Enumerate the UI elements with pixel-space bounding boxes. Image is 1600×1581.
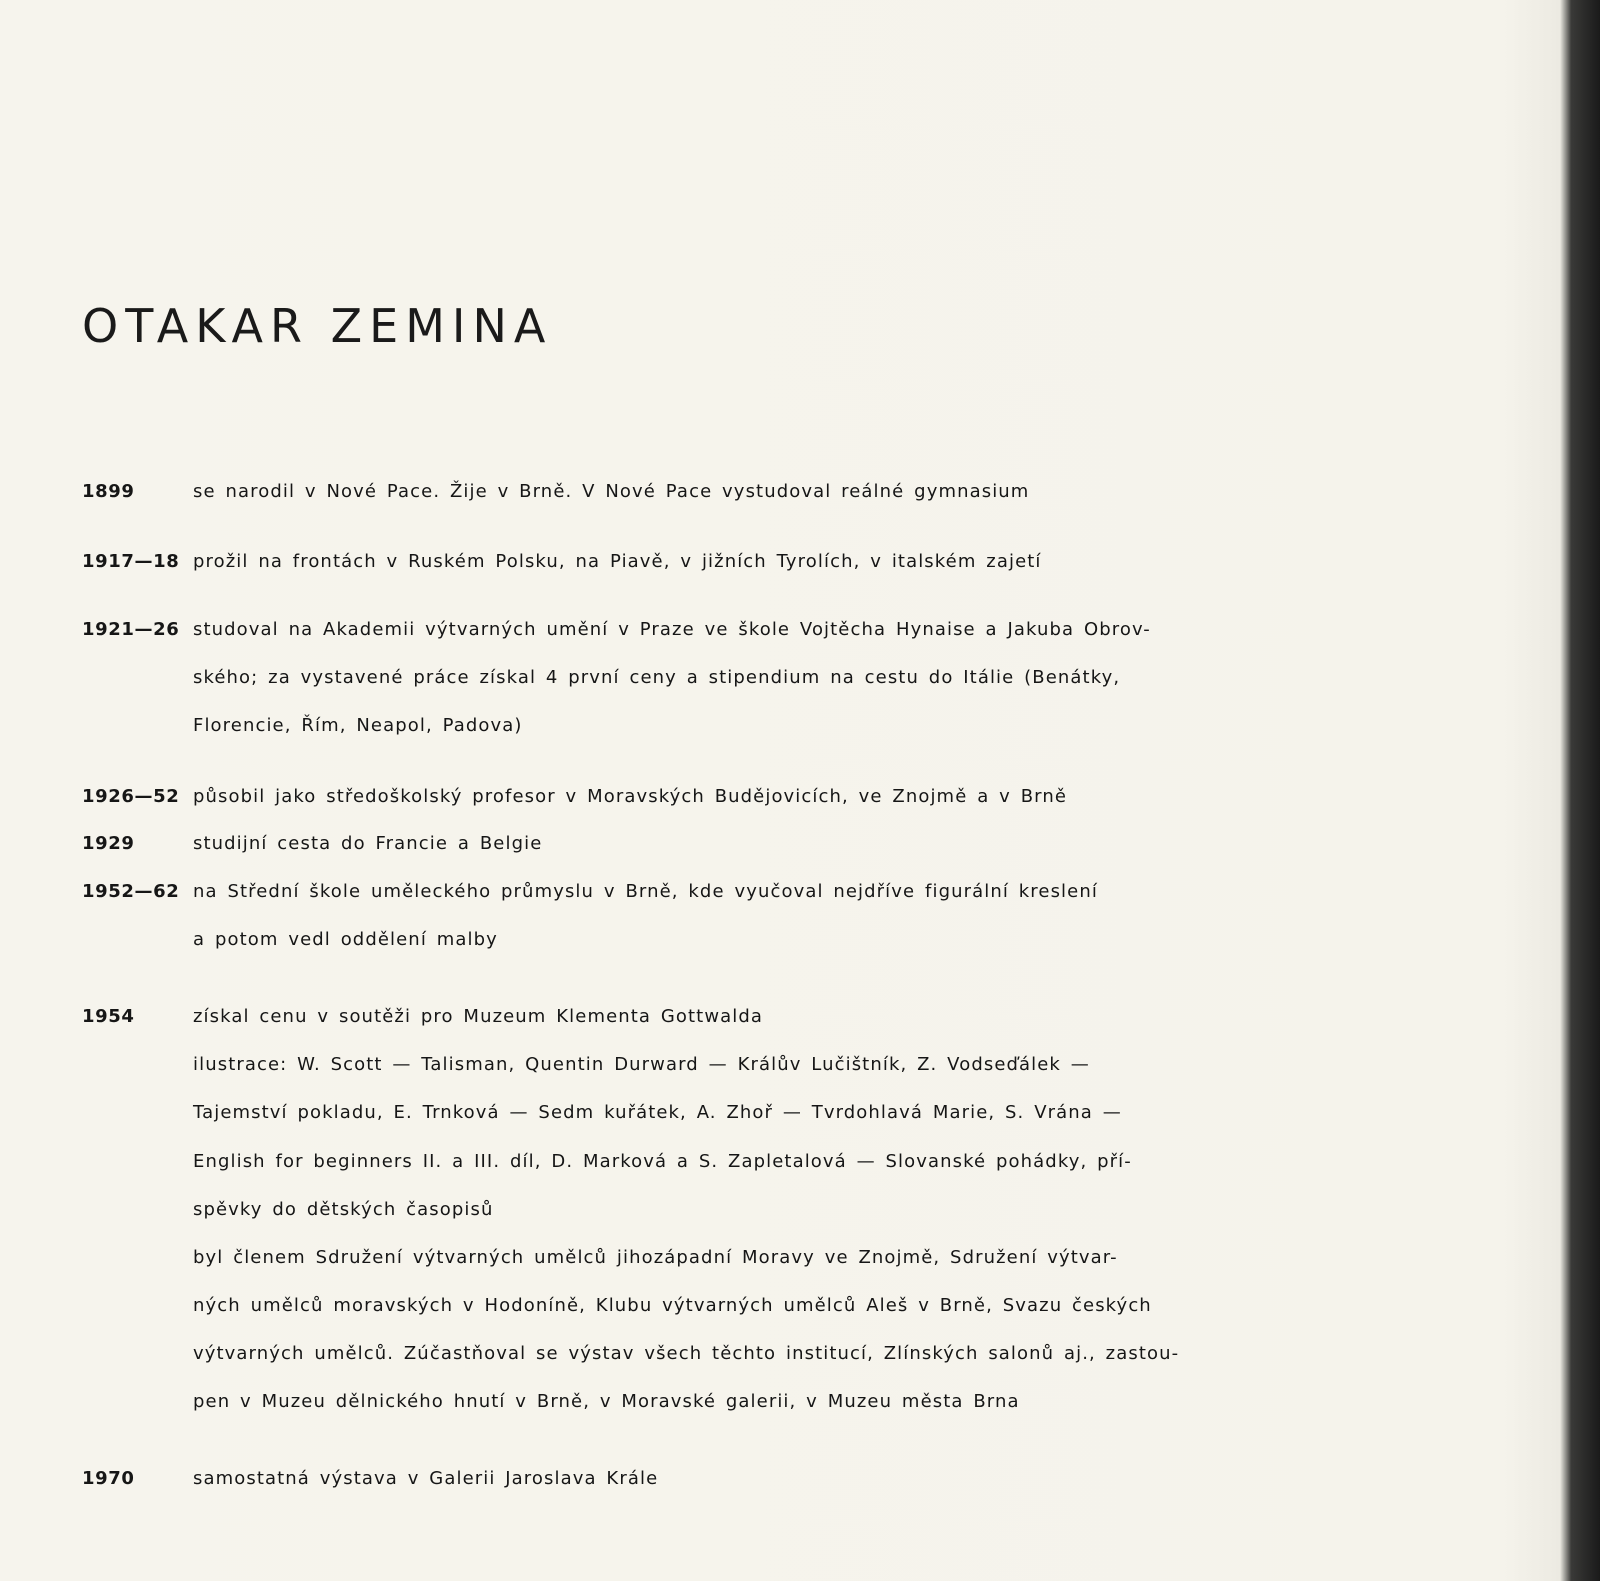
entry-text-line: byl členem Sdružení výtvarných umělců jihozápadní Moravy ve Znojmě, Sdružení výtvar- (193, 1247, 1118, 1268)
entry-year: 1899 (82, 481, 135, 502)
entry-text-line: English for beginners II. a III. díl, D. Marková a S. Zapletalová — Slovanské pohádky, pří- (193, 1151, 1132, 1172)
entry-text-line: získal cenu v soutěži pro Muzeum Klementa Gottwalda (193, 1006, 764, 1027)
entry-text-line: na Střední škole uměleckého průmyslu v Brně, kde vyučoval nejdříve figurální kreslení (193, 881, 1098, 902)
entry-year: 1952—62 (82, 881, 180, 902)
entry-text-line: pen v Muzeu dělnického hnutí v Brně, v Moravské galerii, v Muzeu města Brna (193, 1391, 1020, 1412)
entry-year: 1921—26 (82, 619, 180, 640)
entry-text-line: se narodil v Nové Pace. Žije v Brně. V Nové Pace vystudoval reálné gymnasium (193, 481, 1030, 502)
entry-text-line: a potom vedl oddělení malby (193, 929, 498, 950)
entry-year: 1926—52 (82, 786, 180, 807)
entry-year: 1970 (82, 1468, 135, 1489)
entry-text-line: ského; za vystavené práce získal 4 první ceny a stipendium na cestu do Itálie (Benátky, (193, 667, 1121, 688)
entry-text-line: samostatná výstava v Galerii Jaroslava Krále (193, 1468, 659, 1489)
entry-text-line: ných umělců moravských v Hodoníně, Klubu výtvarných umělců Aleš v Brně, Svazu českých (193, 1295, 1152, 1316)
entry-text-line: spěvky do dětských časopisů (193, 1199, 494, 1220)
entry-text-line: prožil na frontách v Ruském Polsku, na Piavě, v jižních Tyrolích, v italském zajetí (193, 551, 1042, 572)
entry-text-line: studijní cesta do Francie a Belgie (193, 833, 543, 854)
entry-text-line: působil jako středoškolský profesor v Moravských Budějovicích, ve Znojmě a v Brně (193, 786, 1068, 807)
entry-year: 1954 (82, 1006, 135, 1027)
entry-year: 1929 (82, 833, 135, 854)
entry-year: 1917—18 (82, 551, 180, 572)
entry-text-line: ilustrace: W. Scott — Talisman, Quentin Durward — Králův Lučištník, Z. Vodseďálek — (193, 1054, 1090, 1075)
entry-text-line: Tajemství pokladu, E. Trnková — Sedm kuřátek, A. Zhoř — Tvrdohlavá Marie, S. Vrána — (193, 1102, 1122, 1123)
entry-text-line: studoval na Akademii výtvarných umění v Praze ve škole Vojtěcha Hynaise a Jakuba Obrov- (193, 619, 1151, 640)
entry-text-line: výtvarných umělců. Zúčastňoval se výstav všech těchto institucí, Zlínských salonů aj., zastou- (193, 1343, 1180, 1364)
entry-text-line: Florencie, Řím, Neapol, Padova) (193, 715, 523, 736)
page-title: OTAKAR ZEMINA (82, 299, 553, 353)
